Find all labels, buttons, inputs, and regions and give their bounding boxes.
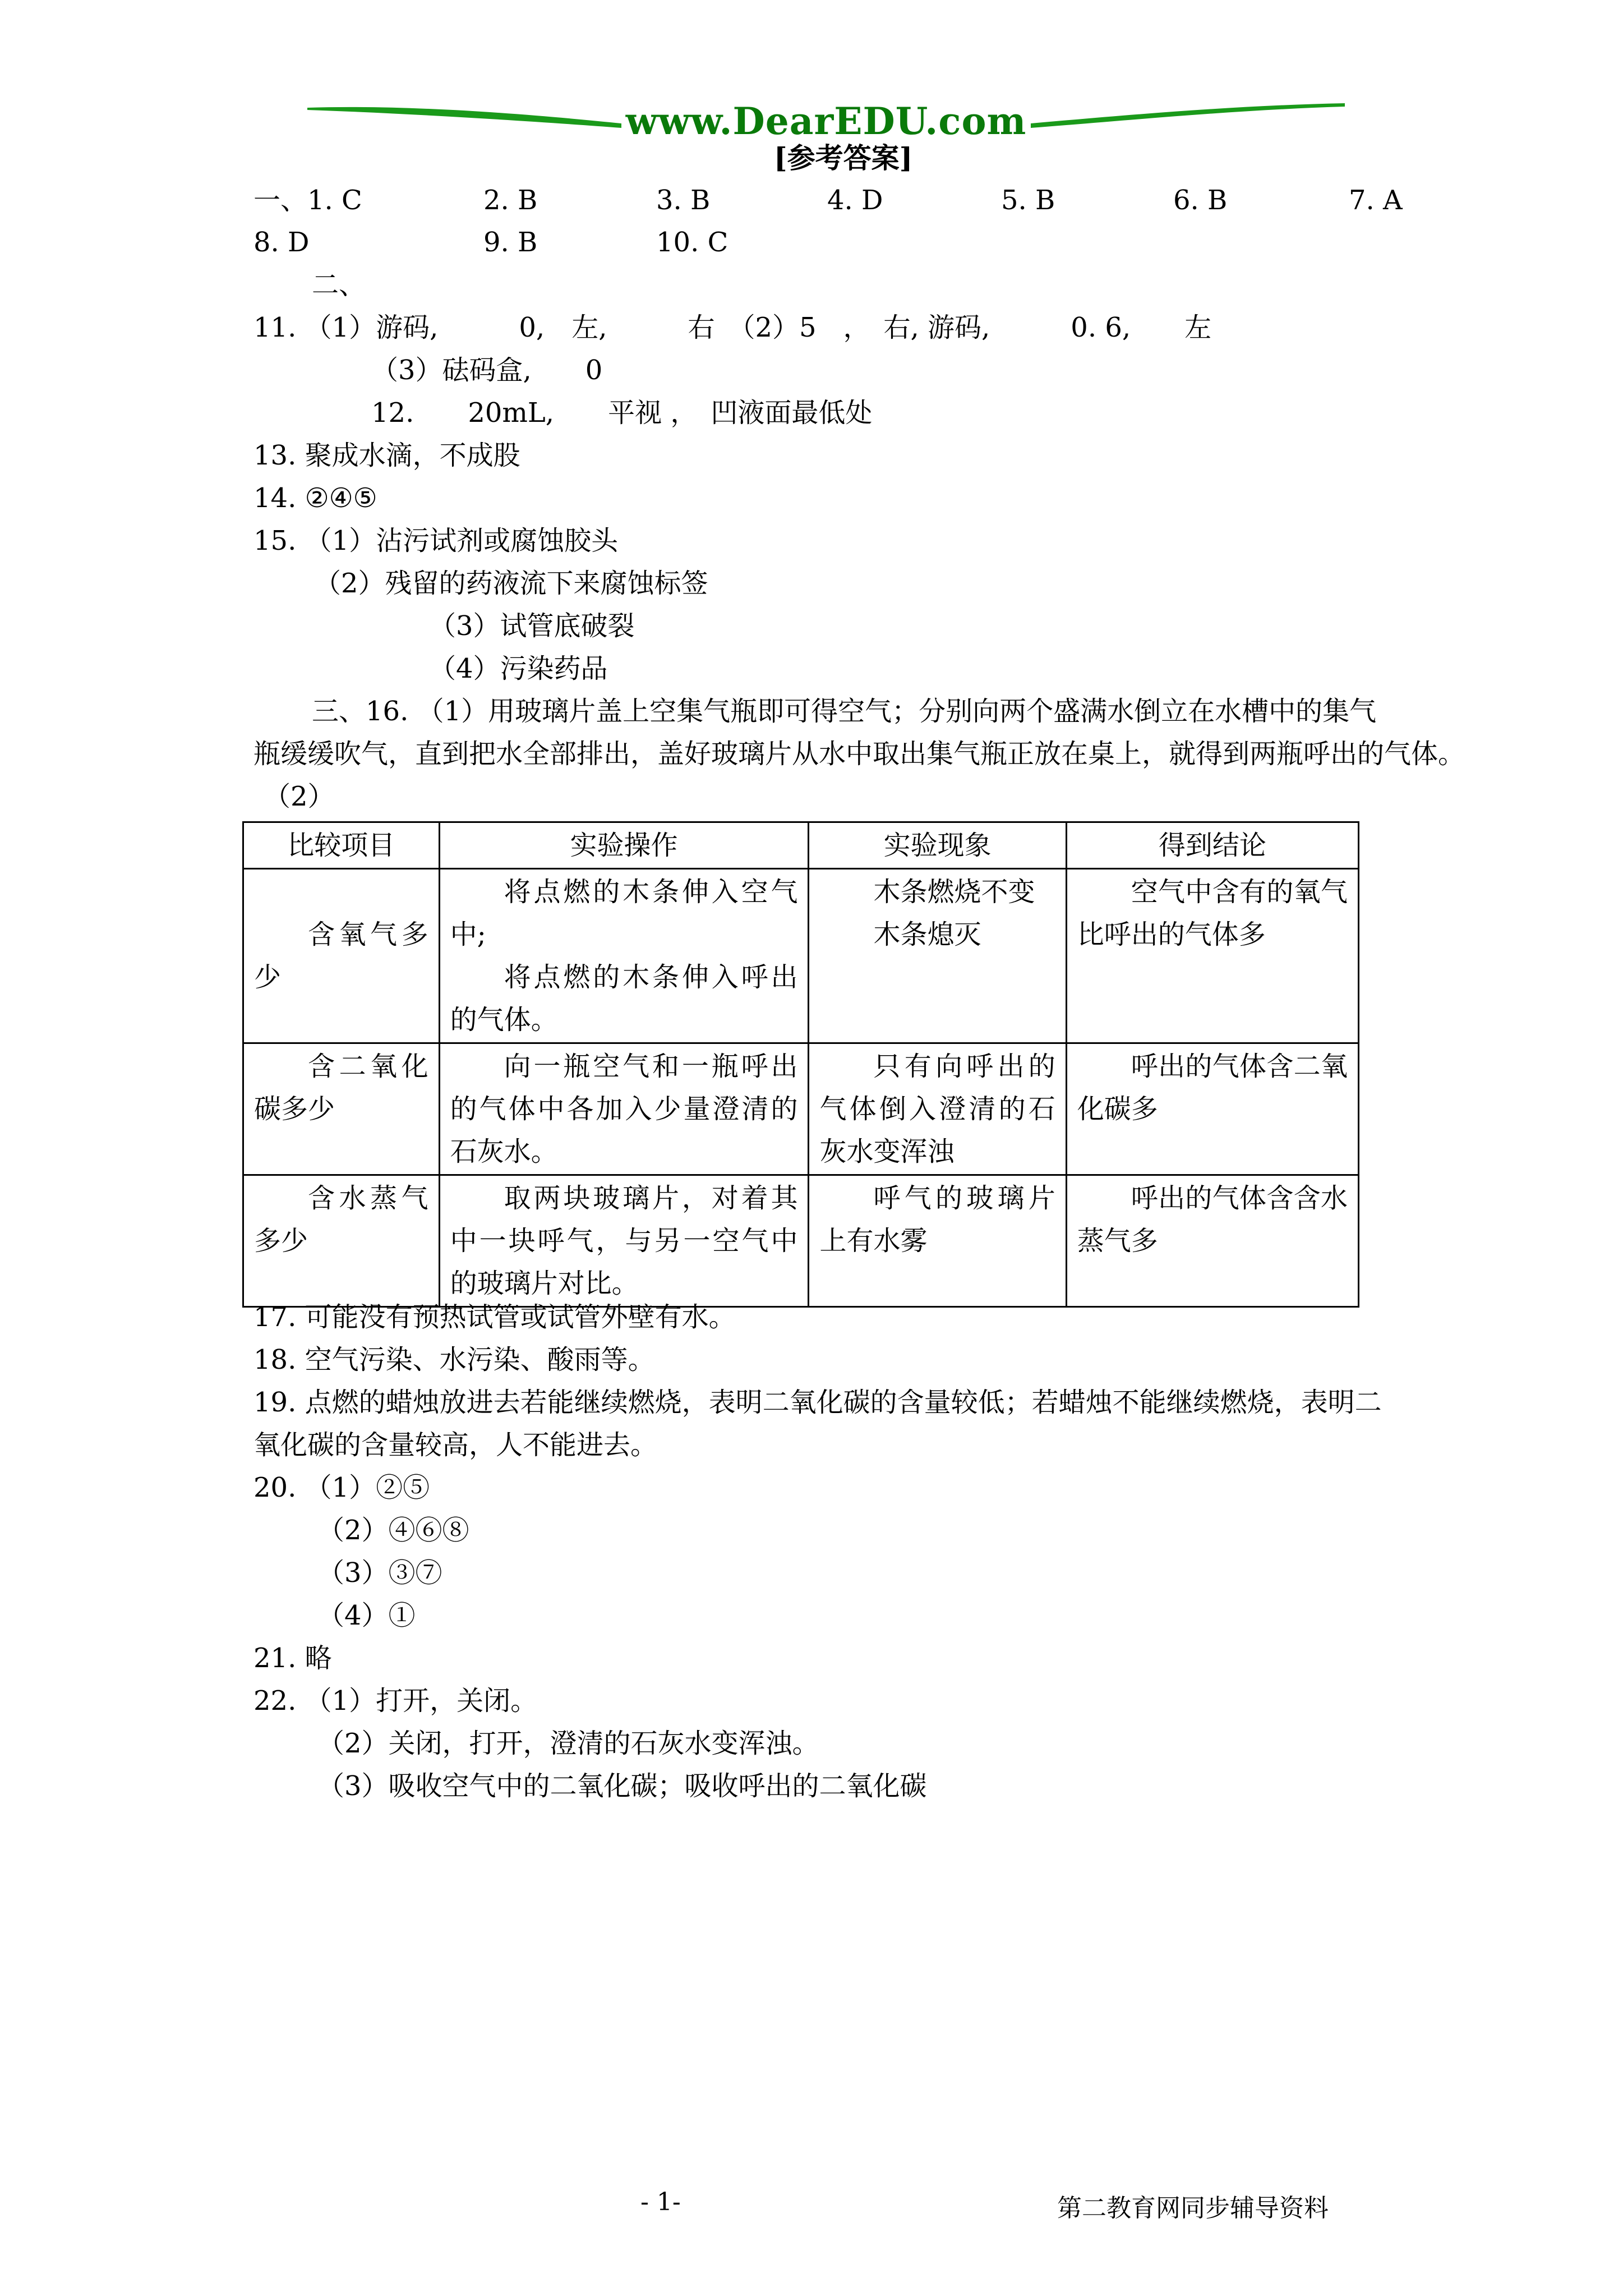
answer-2: 2. B bbox=[483, 185, 538, 216]
page-title: [参考答案] bbox=[774, 141, 913, 174]
site-url: www.DearEDU.com bbox=[625, 99, 1027, 143]
answer-22-part2: （2）关闭，打开，澄清的石灰水变浑浊。 bbox=[317, 1728, 819, 1759]
table-header: 实验操作 bbox=[439, 822, 809, 869]
answer-4: 4. D bbox=[827, 185, 883, 216]
answer-12: 12. 20mL, 平视 ， 凹液面最低处 bbox=[371, 397, 873, 429]
answer-11-part3: （3）砝码盒, 0 bbox=[371, 355, 603, 386]
table-row bbox=[243, 1043, 1359, 1175]
answer-20-part3: （3）③⑦ bbox=[317, 1557, 442, 1589]
comparison-table bbox=[242, 821, 1359, 1308]
answer-16-part2: （2） bbox=[264, 781, 335, 812]
table-cell-phenomenon: 只有向呼出的气体倒入澄清的石灰水变浑浊 bbox=[809, 1043, 1066, 1175]
answer-14: 14. ②④⑤ bbox=[253, 482, 377, 514]
table-cell-operation: 将点燃的木条伸入空气中; 将点燃的木条伸入呼出的气体。 bbox=[439, 869, 809, 1043]
table-header: 得到结论 bbox=[1066, 822, 1358, 869]
answer-9: 9. B bbox=[483, 227, 538, 258]
table-cell-operation: 取两块玻璃片，对着其中一块呼气，与另一空气中的玻璃片对比。 bbox=[439, 1175, 809, 1307]
answer-22-part3: （3）吸收空气中的二氧化碳；吸收呼出的二氧化碳 bbox=[317, 1770, 927, 1802]
table-cell-item: 含水蒸气多少 bbox=[243, 1175, 440, 1307]
table-cell-item: 含氧气多少 bbox=[243, 869, 440, 1043]
table-header: 比较项目 bbox=[243, 822, 440, 869]
page-number: - 1- bbox=[640, 2188, 681, 2216]
answer-13: 13. 聚成水滴，不成股 bbox=[253, 440, 520, 471]
table-cell-phenomenon: 呼气的玻璃片上有水雾 bbox=[809, 1175, 1066, 1307]
answer-7: 7. A bbox=[1349, 185, 1403, 216]
table-header: 实验现象 bbox=[809, 822, 1066, 869]
table-cell-conclusion: 呼出的气体含二氧化碳多 bbox=[1066, 1043, 1358, 1175]
answer-19-line2: 氧化碳的含量较高，人不能进去。 bbox=[253, 1429, 658, 1461]
answer-20-part2: （2）④⑥⑧ bbox=[317, 1515, 469, 1546]
answer-21: 21. 略 bbox=[253, 1642, 332, 1674]
answer-17: 17. 可能没有预热试管或试管外壁有水。 bbox=[253, 1301, 736, 1333]
answer-16-line1: 三、16. （1）用玻璃片盖上空集气瓶即可得空气；分别向两个盛满水倒立在水槽中的集气 bbox=[312, 696, 1377, 727]
table-row bbox=[243, 869, 1359, 1043]
answer-20-part4: （4）① bbox=[317, 1600, 416, 1631]
answer-15-part2: （2）残留的药液流下来腐蚀标签 bbox=[314, 568, 708, 599]
answer-1: 一、1. C bbox=[253, 185, 362, 216]
footer-source: 第二教育网同步辅导资料 bbox=[1057, 2194, 1329, 2223]
answer-15-part4: （4）污染药品 bbox=[429, 653, 608, 684]
answer-11: 11. （1）游码, 0, 左, 右 （2）5 ， 右, 游码, 0. 6, 左 bbox=[253, 312, 1212, 343]
table-header-row bbox=[243, 822, 1359, 869]
answer-5: 5. B bbox=[1001, 185, 1055, 216]
answer-15: 15. （1）沾污试剂或腐蚀胶头 bbox=[253, 525, 619, 556]
table-cell-operation: 向一瓶空气和一瓶呼出的气体中各加入少量澄清的石灰水。 bbox=[439, 1043, 809, 1175]
table-cell-item: 含二氧化碳多少 bbox=[243, 1043, 440, 1175]
answer-6: 6. B bbox=[1173, 185, 1228, 216]
answer-15-part3: （3）试管底破裂 bbox=[429, 610, 635, 642]
answer-10: 10. C bbox=[656, 227, 728, 258]
table-cell-phenomenon: 木条燃烧不变 木条熄灭 bbox=[809, 869, 1066, 1043]
table-cell-conclusion: 呼出的气体含含水蒸气多 bbox=[1066, 1175, 1358, 1307]
table-row bbox=[243, 1175, 1359, 1307]
answer-20: 20. （1）②⑤ bbox=[253, 1472, 430, 1503]
answer-18: 18. 空气污染、水污染、酸雨等。 bbox=[253, 1344, 655, 1375]
section-2-heading: 二、 bbox=[312, 269, 366, 301]
answer-19-line1: 19. 点燃的蜡烛放进去若能继续燃烧，表明二氧化碳的含量较低；若蜡烛不能继续燃烧，表明二 bbox=[253, 1387, 1382, 1418]
answer-3: 3. B bbox=[656, 185, 711, 216]
answer-8: 8. D bbox=[253, 227, 310, 258]
table-cell-conclusion: 空气中含有的氧气比呼出的气体多 bbox=[1066, 869, 1358, 1043]
answer-22: 22. （1）打开，关闭。 bbox=[253, 1685, 538, 1717]
answer-16-line2: 瓶缓缓吹气，直到把水全部排出，盖好玻璃片从水中取出集气瓶正放在桌上，就得到两瓶呼出的气体。 bbox=[253, 738, 1465, 770]
